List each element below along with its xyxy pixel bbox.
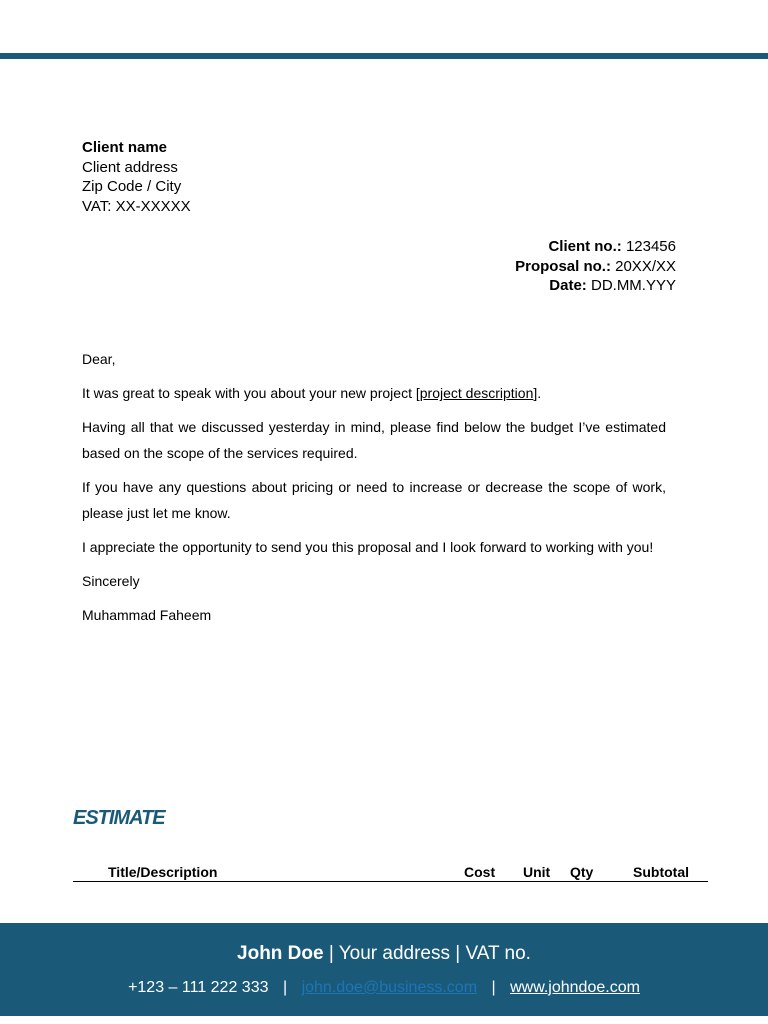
footer-website-link[interactable]: www.johndoe.com — [510, 979, 640, 996]
footer-identity — [0, 943, 768, 965]
col-qty: Qty — [570, 864, 594, 880]
closing: Sincerely — [82, 573, 140, 589]
client-name: Client name — [82, 139, 168, 156]
header-rule — [0, 53, 768, 59]
client-address: Client address — [82, 158, 178, 176]
signature: Muhammad Faheem — [82, 607, 212, 623]
proposal-meta — [515, 237, 676, 296]
col-title-description: Title/Description — [108, 864, 218, 880]
date-row — [515, 276, 676, 296]
client-no-row — [515, 237, 676, 257]
col-subtotal: Subtotal — [633, 864, 689, 880]
client-no-value: 123456 — [625, 238, 676, 255]
footer-email-link[interactable]: john.doe@business.com — [301, 979, 478, 996]
footer — [0, 923, 768, 1016]
paragraph-3: If you have any questions about pricing or need to increase or decrease the scope of work, please just let me know. — [82, 479, 666, 521]
footer-name: John Doe — [237, 943, 324, 964]
client-no-label: Client no.: — [548, 238, 622, 255]
date-value: DD.MM.YYY — [590, 277, 676, 294]
greeting: Dear, — [82, 351, 116, 367]
date-label: Date: — [549, 277, 587, 294]
proposal-no-label: Proposal no.: — [515, 257, 611, 275]
p1-end: ]. — [533, 385, 542, 401]
estimate-table-header — [73, 862, 708, 882]
col-unit: Unit — [523, 864, 551, 880]
client-vat: VAT: XX-XXXXX — [82, 197, 191, 215]
estimate-heading: ESTIMATE — [73, 807, 165, 829]
col-cost: Cost — [464, 864, 496, 880]
footer-separator: | — [282, 979, 288, 996]
footer-phone: +123 – 111 222 333 — [128, 979, 269, 996]
footer-separator: | — [491, 979, 496, 996]
footer-address-vat: | Your address | VAT no. — [323, 943, 531, 964]
paragraph-4: I appreciate the opportunity to send you this proposal and I look forward to working with you! — [82, 539, 654, 555]
paragraph-1 — [82, 380, 666, 406]
project-description-placeholder: project description — [419, 385, 534, 401]
proposal-no-value: 20XX/XX — [615, 257, 676, 275]
footer-contacts — [0, 979, 768, 997]
paragraph-2: Having all that we discussed yesterday in mind, please find below the budget I’ve estimated based on the scope of the services required. — [82, 419, 666, 461]
client-block — [82, 138, 191, 216]
letter-body — [82, 346, 666, 636]
client-city: Zip Code / City — [82, 178, 182, 195]
proposal-no-row — [515, 257, 676, 277]
p1-text: It was great to speak with you about your new project [ — [82, 385, 420, 401]
